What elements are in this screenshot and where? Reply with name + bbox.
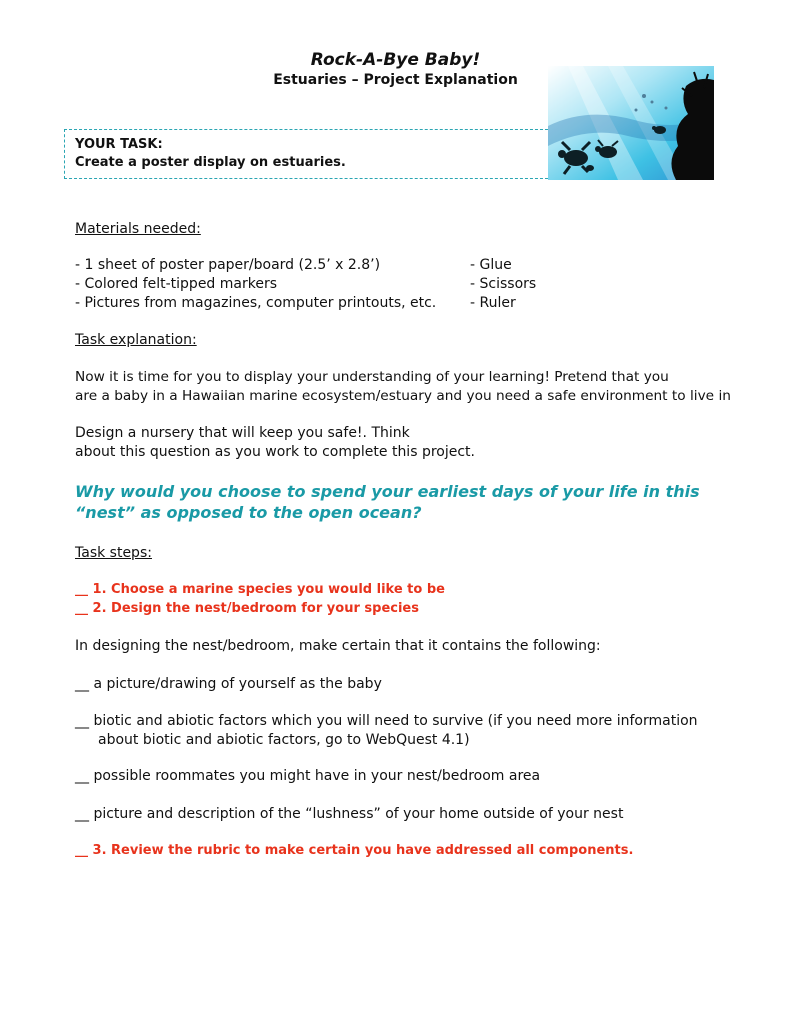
- page-title: Rock-A-Bye Baby!: [310, 50, 481, 70]
- material-item-poster: - 1 sheet of poster paper/board (2.5’ x 2.8’): [75, 257, 381, 273]
- nest-requirements-intro: In designing the nest/bedroom, make certain that it contains the following:: [75, 638, 601, 654]
- checklist-item-roommates: __ possible roommates you might have in your nest/bedroom area: [75, 768, 541, 784]
- design-paragraph-line: about this question as you work to complete this project.: [75, 444, 475, 460]
- steps-heading: Task steps:: [75, 545, 152, 561]
- explanation-paragraph-line: are a baby in a Hawaiian marine ecosystem/estuary and you need a safe environment to live in: [75, 388, 731, 404]
- material-item-glue: - Glue: [470, 257, 512, 273]
- task-text: Create a poster display on estuaries.: [75, 155, 346, 170]
- step-1: __ 1. Choose a marine species you would like to be: [75, 582, 445, 597]
- sea-turtles-illustration: [548, 66, 714, 180]
- checklist-item-factors: __ biotic and abiotic factors which you will need to survive (if you need more information: [75, 713, 698, 729]
- material-item-scissors: - Scissors: [470, 276, 537, 292]
- explanation-heading: Task explanation:: [75, 332, 197, 348]
- step-3: __ 3. Review the rubric to make certain you have addressed all components.: [75, 843, 634, 858]
- checklist-item-picture: __ a picture/drawing of yourself as the baby: [75, 676, 382, 692]
- material-item-markers: - Colored felt-tipped markers: [75, 276, 278, 292]
- key-question-line: “nest” as opposed to the open ocean?: [75, 503, 422, 522]
- page-subtitle: Estuaries – Project Explanation: [273, 72, 518, 88]
- material-item-ruler: - Ruler: [470, 295, 516, 311]
- checklist-item-lushness: __ picture and description of the “lushness” of your home outside of your nest: [75, 806, 624, 822]
- task-label: YOUR TASK:: [75, 137, 163, 152]
- materials-heading: Materials needed:: [75, 221, 201, 237]
- design-paragraph-line: Design a nursery that will keep you safe!. Think: [75, 425, 410, 441]
- step-2: __ 2. Design the nest/bedroom for your species: [75, 601, 419, 616]
- explanation-paragraph-line: Now it is time for you to display your understanding of your learning! Pretend that you: [75, 369, 669, 385]
- checklist-item-factors-continued: about biotic and abiotic factors, go to WebQuest 4.1): [98, 732, 470, 748]
- material-item-pictures: - Pictures from magazines, computer printouts, etc.: [75, 295, 437, 311]
- key-question-line: Why would you choose to spend your earliest days of your life in this: [75, 482, 700, 501]
